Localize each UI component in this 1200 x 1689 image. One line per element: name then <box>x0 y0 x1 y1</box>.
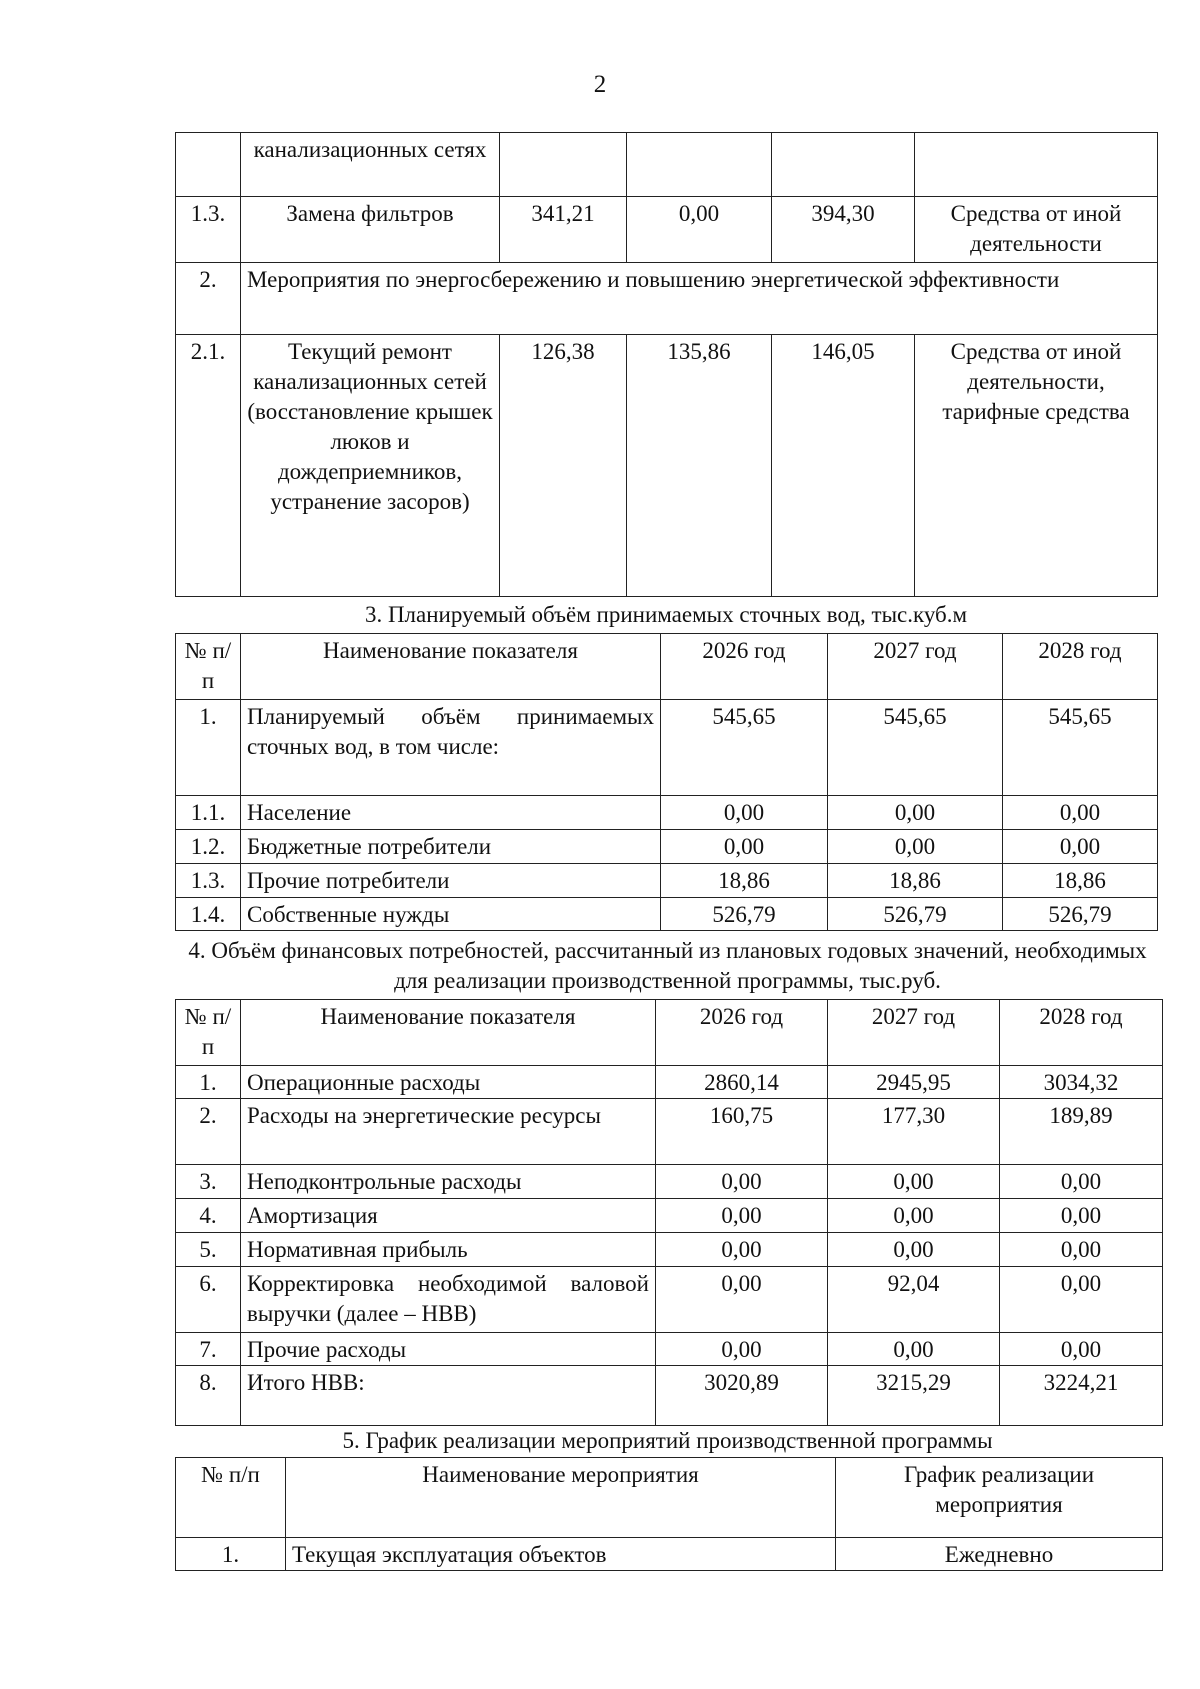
indicator-name: Расходы на энергетические ресурсы <box>241 1099 656 1165</box>
table-row <box>176 335 1158 597</box>
value-2028: 545,65 <box>1003 700 1158 796</box>
section-title: Мероприятия по энергосбережению и повышению энергетической эффективности <box>241 263 1158 335</box>
value-2027: 92,04 <box>828 1267 1000 1333</box>
value-2027: 0,00 <box>828 1199 1000 1233</box>
value-2027: 3215,29 <box>828 1366 1000 1426</box>
header-2026: 2026 год <box>661 634 828 700</box>
row-num: 6. <box>176 1267 241 1333</box>
header-row <box>176 1458 1163 1538</box>
value-2028: 0,00 <box>1000 1233 1163 1267</box>
value-2026: 0,00 <box>656 1333 828 1366</box>
row-num: 3. <box>176 1165 241 1199</box>
value-2028: 146,05 <box>772 335 915 597</box>
table-row <box>176 1366 1163 1426</box>
header-schedule: График реализации мероприятия <box>836 1458 1163 1538</box>
table-row <box>176 133 1158 197</box>
header-2027: 2027 год <box>828 1000 1000 1066</box>
row-num: 4. <box>176 1199 241 1233</box>
schedule-value: Ежедневно <box>836 1538 1163 1571</box>
value-2028: 0,00 <box>1000 1333 1163 1366</box>
value-2028: 3034,32 <box>1000 1066 1163 1099</box>
header-2027: 2027 год <box>828 634 1003 700</box>
header-name: Наименование мероприятия <box>286 1458 836 1538</box>
row-num: 5. <box>176 1233 241 1267</box>
table-row <box>176 898 1158 931</box>
value-2027: 0,00 <box>828 1333 1000 1366</box>
section-row <box>176 263 1158 335</box>
value-2028: 18,86 <box>1003 864 1158 898</box>
table-row <box>176 1333 1163 1366</box>
value-2028: 3224,21 <box>1000 1366 1163 1426</box>
value-2028: 0,00 <box>1000 1165 1163 1199</box>
measure-name: Замена фильтров <box>241 197 500 263</box>
header-2028: 2028 год <box>1003 634 1158 700</box>
indicator-name: Планируемый объём принимаемых сточных вод, в том числе: <box>241 700 661 796</box>
section4-title: 4. Объём финансовых потребностей, рассчитанный из плановых годовых значений, необходимых для реализации производственной программы, тыс.руб. <box>188 938 1147 993</box>
value-2028: 0,00 <box>1000 1267 1163 1333</box>
table-row <box>176 830 1158 864</box>
indicator-name: Нормативная прибыль <box>241 1233 656 1267</box>
indicator-name: Бюджетные потребители <box>241 830 661 864</box>
financial-needs-table <box>175 999 1163 1426</box>
value-2027: 545,65 <box>828 700 1003 796</box>
value-2027: 0,00 <box>627 197 772 263</box>
header-num: № п/п <box>176 1458 286 1538</box>
table-row <box>176 1066 1163 1099</box>
value-2026: 0,00 <box>661 796 828 830</box>
wastewater-volume-table <box>175 633 1158 931</box>
value-2026: 0,00 <box>656 1233 828 1267</box>
value-2028: 189,89 <box>1000 1099 1163 1165</box>
indicator-name: Прочие потребители <box>241 864 661 898</box>
value-2027: 0,00 <box>828 796 1003 830</box>
indicator-name: Население <box>241 796 661 830</box>
header-2026: 2026 год <box>656 1000 828 1066</box>
row-num: 8. <box>176 1366 241 1426</box>
value-2027: 0,00 <box>828 1233 1000 1267</box>
row-num: 2.1. <box>176 335 241 597</box>
header-row <box>176 634 1158 700</box>
value-2027: 0,00 <box>828 830 1003 864</box>
row-num: 1. <box>176 700 241 796</box>
row-num <box>176 133 241 197</box>
row-num: 1.3. <box>176 197 241 263</box>
measure-name: Текущая эксплуатация объектов <box>286 1538 836 1571</box>
funding-source: Средства от иной деятельности, тарифные средства <box>915 335 1158 597</box>
value-2027: 0,00 <box>828 1165 1000 1199</box>
value-2028: 0,00 <box>1000 1199 1163 1233</box>
table-row <box>176 796 1158 830</box>
schedule-table <box>175 1457 1163 1571</box>
measures-table <box>175 132 1158 597</box>
header-num: № п/п <box>176 1000 241 1066</box>
value-2026: 341,21 <box>500 197 627 263</box>
indicator-name: Корректировка необходимой валовой выручки (далее – НВВ) <box>241 1267 656 1333</box>
value-2026: 18,86 <box>661 864 828 898</box>
header-row <box>176 1000 1163 1066</box>
value-2027: 177,30 <box>828 1099 1000 1165</box>
value-2026 <box>500 133 627 197</box>
value-2027: 2945,95 <box>828 1066 1000 1099</box>
indicator-name: Операционные расходы <box>241 1066 656 1099</box>
value-2026: 2860,14 <box>656 1066 828 1099</box>
row-num: 1.2. <box>176 830 241 864</box>
row-num: 1.1. <box>176 796 241 830</box>
indicator-name: Неподконтрольные расходы <box>241 1165 656 1199</box>
table-row <box>176 700 1158 796</box>
page-number: 2 <box>593 71 607 98</box>
section5-title: 5. График реализации мероприятий производственной программы <box>342 1428 993 1453</box>
value-2026: 0,00 <box>656 1199 828 1233</box>
value-2026: 0,00 <box>656 1267 828 1333</box>
value-2028: 394,30 <box>772 197 915 263</box>
indicator-name: Итого НВВ: <box>241 1366 656 1426</box>
value-2028 <box>772 133 915 197</box>
table-row <box>176 1267 1163 1333</box>
row-num: 7. <box>176 1333 241 1366</box>
table-row <box>176 864 1158 898</box>
value-2027: 18,86 <box>828 864 1003 898</box>
row-num: 1. <box>176 1066 241 1099</box>
funding-source: Средства от иной деятельности <box>915 197 1158 263</box>
section3-title: 3. Планируемый объём принимаемых сточных вод, тыс.куб.м <box>364 602 968 627</box>
header-name: Наименование показателя <box>241 1000 656 1066</box>
header-2028: 2028 год <box>1000 1000 1163 1066</box>
value-2028: 0,00 <box>1003 796 1158 830</box>
value-2026: 0,00 <box>661 830 828 864</box>
measure-name: Текущий ремонт канализационных сетей (восстановление крышек люков и дождеприемников, устранение засоров) <box>241 335 500 597</box>
value-2027: 135,86 <box>627 335 772 597</box>
value-2027 <box>627 133 772 197</box>
table-row <box>176 1199 1163 1233</box>
header-name: Наименование показателя <box>241 634 661 700</box>
table-row <box>176 1233 1163 1267</box>
row-num: 2. <box>176 1099 241 1165</box>
table-row <box>176 1099 1163 1165</box>
table-row <box>176 1538 1163 1571</box>
measure-name: канализационных сетях <box>241 133 500 197</box>
indicator-name: Прочие расходы <box>241 1333 656 1366</box>
indicator-name: Собственные нужды <box>241 898 661 931</box>
row-num: 2. <box>176 263 241 335</box>
value-2026: 545,65 <box>661 700 828 796</box>
table-row <box>176 197 1158 263</box>
row-num: 1.3. <box>176 864 241 898</box>
value-2028: 0,00 <box>1003 830 1158 864</box>
value-2027: 526,79 <box>828 898 1003 931</box>
row-num: 1.4. <box>176 898 241 931</box>
value-2026: 126,38 <box>500 335 627 597</box>
header-num: № п/п <box>176 634 241 700</box>
table-row <box>176 1165 1163 1199</box>
value-2026: 0,00 <box>656 1165 828 1199</box>
value-2026: 3020,89 <box>656 1366 828 1426</box>
funding-source <box>915 133 1158 197</box>
value-2028: 526,79 <box>1003 898 1158 931</box>
value-2026: 160,75 <box>656 1099 828 1165</box>
value-2026: 526,79 <box>661 898 828 931</box>
row-num: 1. <box>176 1538 286 1571</box>
indicator-name: Амортизация <box>241 1199 656 1233</box>
